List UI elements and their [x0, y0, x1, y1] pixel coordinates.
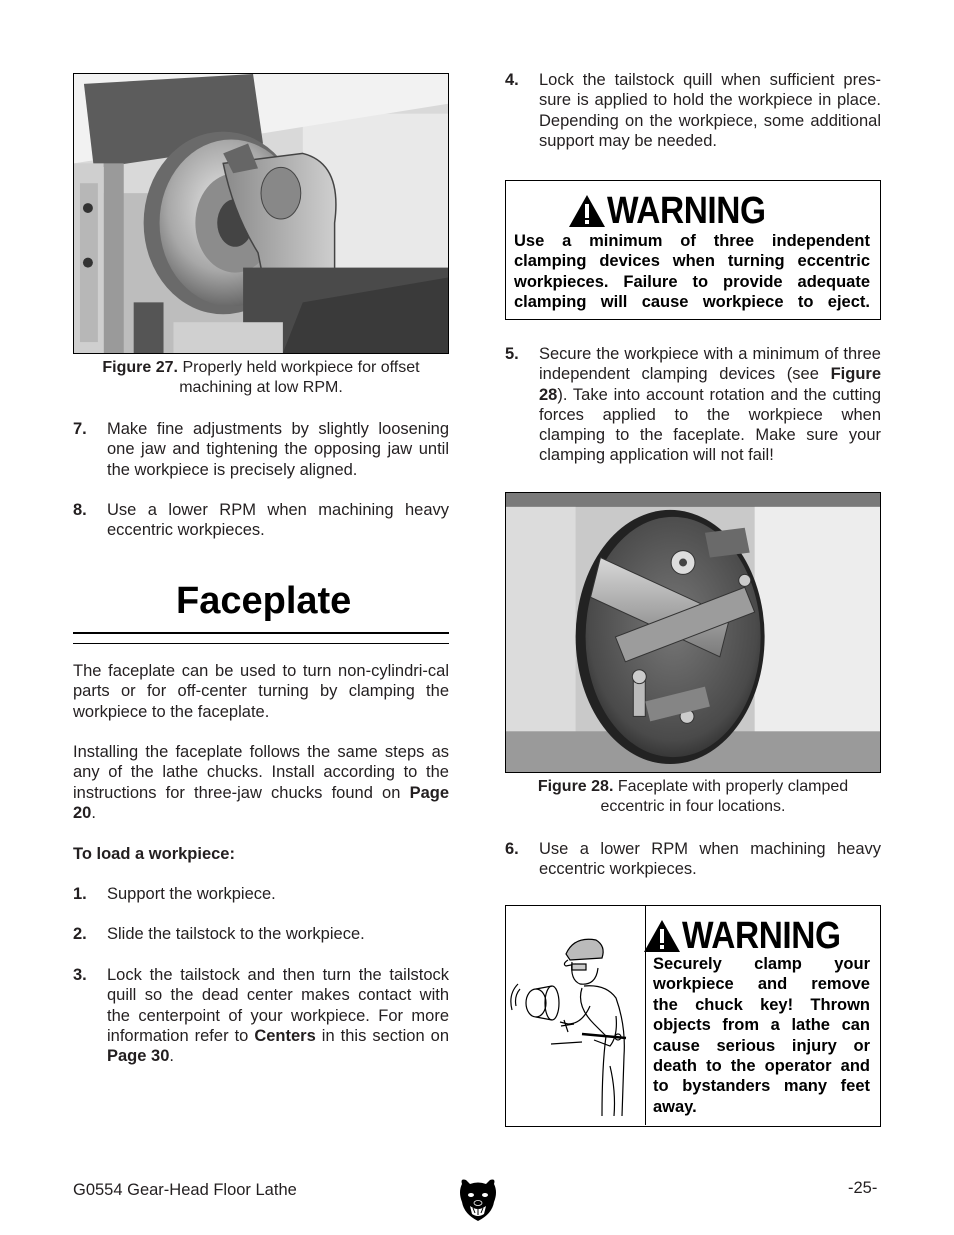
step-number: 6. [505, 840, 519, 858]
figure-27-photo [73, 73, 449, 354]
step-6 [505, 839, 881, 881]
page-ref: Page 30 [107, 1047, 170, 1066]
step-5-text-end: ). Take into account rotation and the cutting forces applied to the workpiece when clamping to the faceplate. Make sure your clamping application will not fail! [539, 385, 881, 465]
warning-header [506, 191, 880, 231]
operator-illustration [506, 906, 646, 1125]
heading-rule-bottom [73, 643, 449, 644]
step-text [107, 965, 449, 1066]
install-text: Installing the faceplate follows the same steps as any of the lathe chucks. Install according to the instructions for three-jaw chucks found on [73, 743, 449, 802]
warning-box-eject [505, 180, 881, 320]
step-text: Use a lower RPM when machining heavy eccentric workpieces. [107, 501, 449, 540]
warning-line: workpieces. Failure to provide adequate [514, 272, 870, 291]
warning-line: objects from a lathe can [653, 1016, 870, 1035]
step-5-text-start: Secure the workpiece with a minimum of three independent clamping devices (see [539, 345, 881, 384]
figure-28-photo [505, 492, 881, 773]
page-ref: Page 20 [73, 783, 449, 822]
step-text: Slide the tailstock to the workpiece. [107, 925, 365, 943]
step-number: 5. [505, 345, 519, 363]
warning-box-chuck-key [505, 905, 881, 1127]
step-text: Use a lower RPM when machining heavy eccentric workpieces. [539, 840, 881, 879]
step-8 [73, 500, 449, 542]
step-7 [73, 419, 449, 481]
warning-line: the chuck key! Thrown [653, 995, 870, 1014]
warning-line: away. [653, 1097, 697, 1116]
step-4 [505, 70, 881, 152]
centers-ref: Centers [254, 1026, 316, 1045]
heading-rule-top [73, 632, 449, 634]
step-3-text-start: Lock the tailstock and then turn the tailstock quill so the dead center makes contact with the centerpoint of your workpiece. For more information refer to [107, 966, 449, 1045]
warning-header [646, 916, 880, 956]
step-3-text-end: . [169, 1047, 174, 1066]
figure-27-text: Properly held workpiece for offset machining at low RPM. [179, 359, 420, 396]
warning-text [653, 954, 870, 1117]
step-number: 3. [73, 966, 87, 984]
warning-triangle-icon [568, 194, 606, 228]
figure-28-text: Faceplate with properly clamped eccentric in four locations. [600, 778, 849, 815]
step-text: Lock the tailstock quill when sufficient pres-sure is applied to hold the workpiece in place. Depending on the workpiece, some additional support may be needed. [539, 71, 881, 150]
step-text: Make fine adjustments by slightly loosening one jaw and tightening the opposing jaw until the workpiece is precisely aligned. [107, 420, 449, 479]
warning-line: workpiece and remove [653, 975, 870, 994]
warning-line: clamping devices when turning eccentric [514, 252, 870, 271]
warning-line: Securely clamp your [653, 955, 870, 973]
warning-line: death to the operator and [653, 1057, 870, 1076]
faceplate-install [73, 742, 449, 823]
step-1 [73, 884, 449, 906]
footer-page-number: -25- [848, 1179, 878, 1197]
step-number: 1. [73, 885, 87, 903]
warning-line: Use a minimum of three independent [514, 232, 870, 250]
step-3-text-mid: in this section on [315, 1026, 449, 1045]
operator-at-lathe-icon [506, 906, 644, 1125]
warning-title: WARNING [682, 915, 841, 957]
step-text [539, 344, 881, 466]
step-number: 4. [505, 71, 519, 89]
figure-ref: Figure 28 [539, 365, 881, 404]
section-title: Faceplate [176, 580, 352, 622]
warning-triangle-icon [643, 919, 681, 953]
warning-text [514, 231, 870, 313]
warning-title: WARNING [607, 190, 766, 232]
warning-line: cause serious injury or [653, 1036, 870, 1055]
warning-line: clamping will cause workpiece to eject. [514, 293, 870, 312]
step-text: Support the workpiece. [107, 885, 276, 903]
install-end: . [91, 803, 96, 822]
warning-line: to bystanders many feet [653, 1077, 870, 1096]
footer-manual-title: G0554 Gear-Head Floor Lathe [73, 1181, 297, 1199]
figure-28-caption [505, 777, 881, 817]
step-5 [505, 344, 881, 466]
figure-28-label: Figure 28. [537, 778, 614, 795]
step-number: 7. [73, 420, 87, 438]
load-workpiece-heading: To load a workpiece: [73, 845, 235, 863]
grizzly-bear-logo-icon [458, 1178, 498, 1222]
step-3 [73, 965, 449, 1067]
figure-27-label: Figure 27. [102, 359, 178, 376]
step-number: 2. [73, 925, 87, 943]
figure-27-caption [73, 358, 449, 398]
step-2 [73, 924, 449, 946]
faceplate-intro: The faceplate can be used to turn non-cylindri-cal parts or for off-center turning by clamping the workpiece to the faceplate. [73, 662, 449, 721]
step-number: 8. [73, 501, 87, 519]
